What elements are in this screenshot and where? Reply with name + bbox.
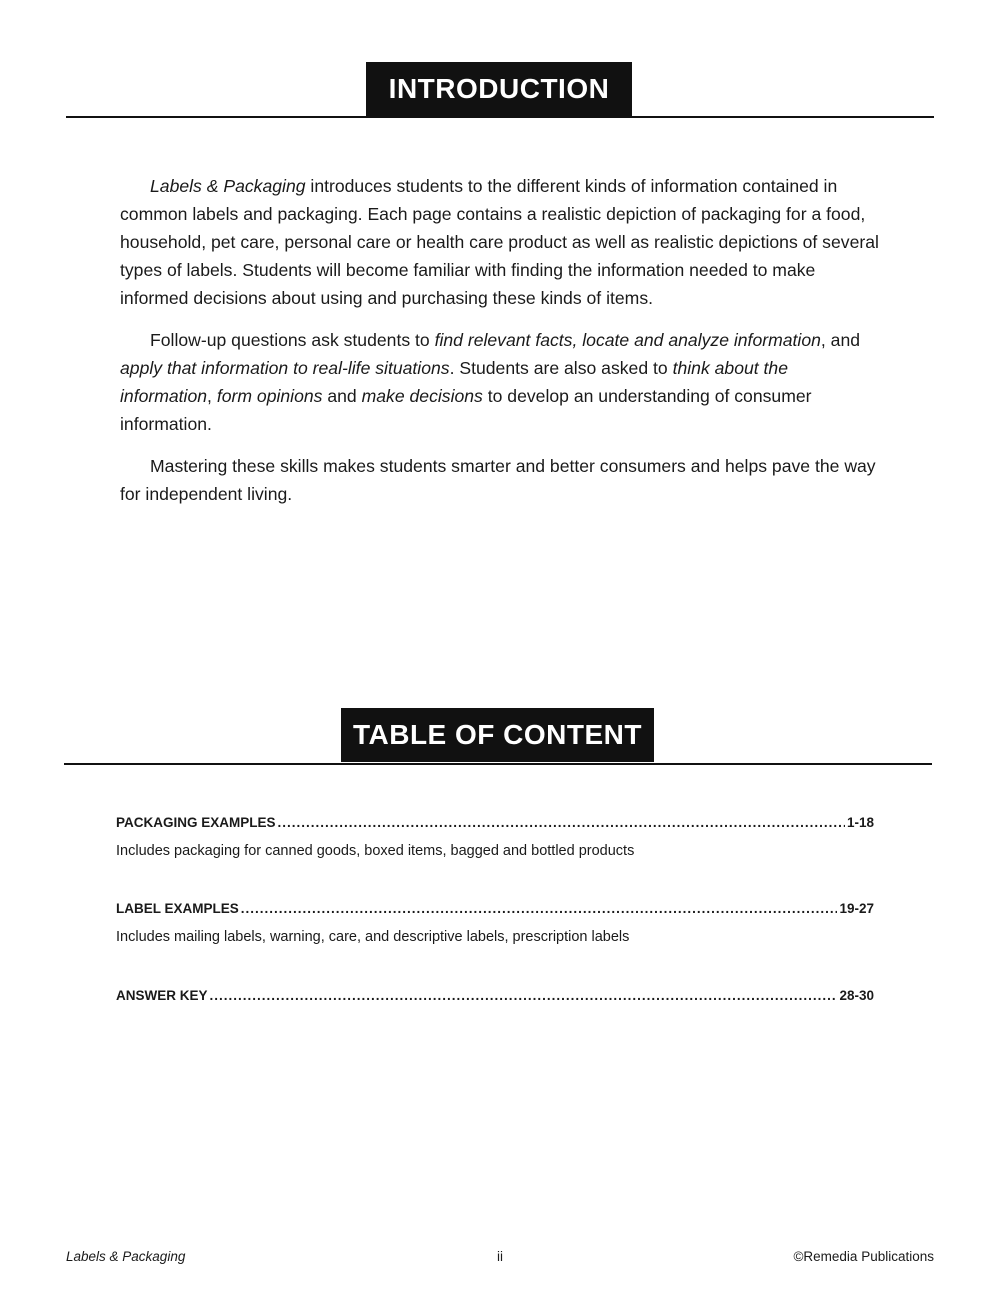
intro-italic-phrase: Labels & Packaging <box>150 176 306 196</box>
intro-italic-phrase: think about the information <box>120 358 789 406</box>
introduction-heading: INTRODUCTION <box>366 62 632 116</box>
toc-line[interactable] <box>116 812 874 834</box>
toc-leader-dots <box>210 985 838 1007</box>
toc-entry-labels <box>116 898 874 948</box>
toc-heading: TABLE OF CONTENT <box>341 708 654 762</box>
intro-text-run: and <box>322 386 362 406</box>
intro-text-run: , <box>207 386 217 406</box>
intro-text-run: to develop an understanding of consumer information. <box>120 386 812 434</box>
intro-italic-phrase: apply that information to real-life situations <box>120 358 450 378</box>
toc-entry-description: Includes mailing labels, warning, care, and descriptive labels, prescription labels <box>116 929 630 945</box>
toc-leader-dots <box>278 812 845 834</box>
introduction-rule <box>66 116 934 118</box>
footer-page-number: ii <box>497 1249 503 1264</box>
introduction-body <box>120 172 880 522</box>
intro-italic-phrase: form opinions <box>216 386 323 406</box>
intro-italic-phrase: find relevant facts, locate and analyze information <box>434 330 821 350</box>
intro-text-run: introduces students to the different kinds of information contained in common labels and packaging. Each page contains a realistic depiction of packaging for a food, household, pet care, personal care or health care product as well as realistic depictions of several types of labels. Students will become familiar with finding the information needed to make informed decisions about using and purchasing these kinds of items. <box>120 176 879 308</box>
intro-italic-phrase: make decisions <box>361 386 483 406</box>
footer-publisher: ©Remedia Publications <box>793 1249 934 1264</box>
intro-text-run: Mastering these skills makes students smarter and better consumers and helps pave the way for independent living. <box>120 456 876 504</box>
intro-paragraph-1 <box>120 172 880 312</box>
intro-text-run: Follow-up questions ask students to <box>150 330 435 350</box>
toc-entry-answer-key <box>116 985 874 1007</box>
toc-entry-title: LABEL EXAMPLES <box>116 901 239 916</box>
toc-leader-dots <box>241 898 838 920</box>
intro-paragraph-3 <box>120 452 880 508</box>
toc-entry-title: PACKAGING EXAMPLES <box>116 815 276 830</box>
toc-entry-title: ANSWER KEY <box>116 988 208 1003</box>
intro-text-run: , and <box>820 330 861 350</box>
toc-entry-description: Includes packaging for canned goods, boxed items, bagged and bottled products <box>116 843 635 859</box>
footer-book-title: Labels & Packaging <box>66 1249 186 1264</box>
toc-entry-pages: 28-30 <box>839 988 874 1003</box>
toc-entry-pages: 19-27 <box>839 901 874 916</box>
intro-text-run: . Students are also asked to <box>449 358 673 378</box>
toc-entry-pages: 1-18 <box>846 815 874 830</box>
toc-rule <box>64 763 932 765</box>
toc-entry-packaging <box>116 812 874 862</box>
intro-paragraph-2 <box>120 326 880 438</box>
toc-line[interactable] <box>116 898 874 920</box>
toc-line[interactable] <box>116 985 874 1007</box>
